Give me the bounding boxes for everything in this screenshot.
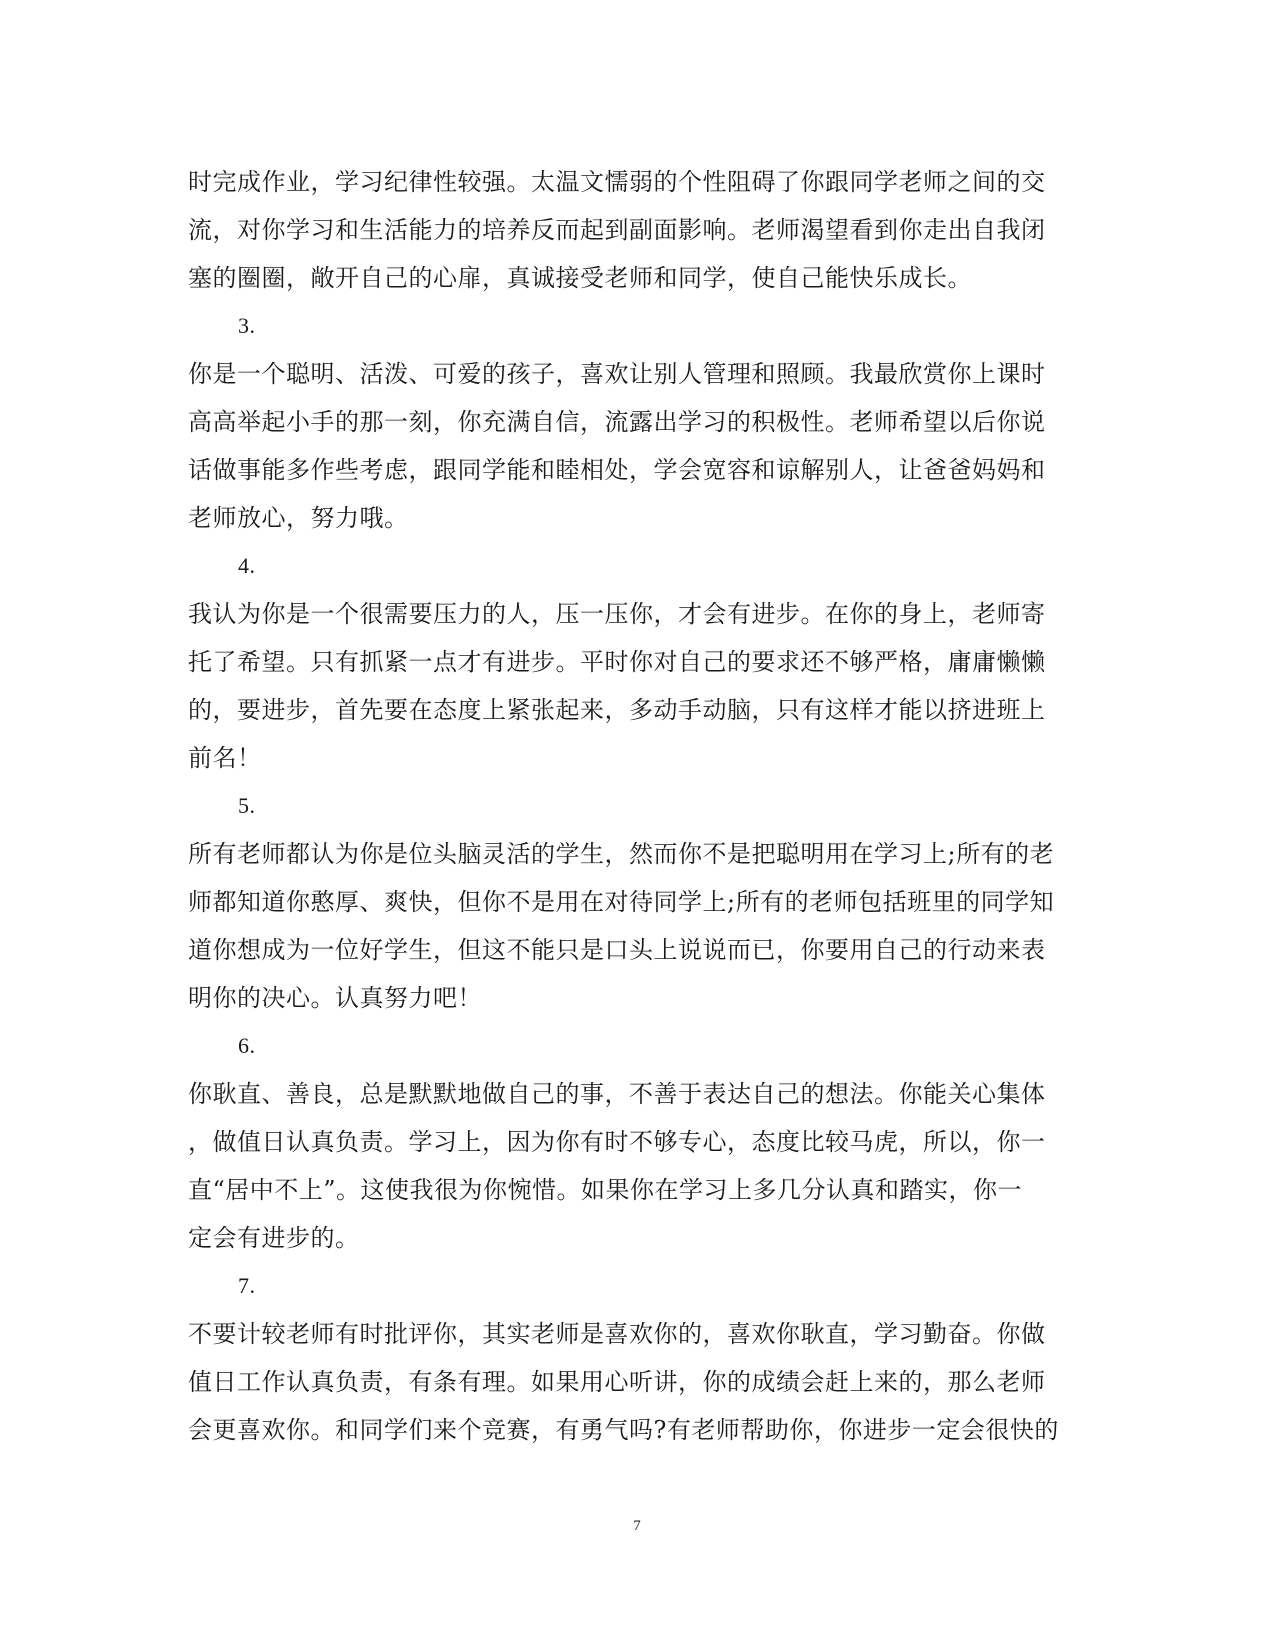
text-line: 不要计较老师有时批评你，其实老师是喜欢你的，喜欢你耿直，学习勤奋。你做 xyxy=(188,1320,1046,1348)
text-line: 你是一个聪明、活泼、可爱的孩子，喜欢让别人管理和照顾。我最欣赏你上课时 xyxy=(188,360,1046,388)
text-line: 时完成作业，学习纪律性较强。太温文懦弱的个性阻碍了你跟同学老师之间的交 xyxy=(188,168,1046,196)
text-line: ，做值日认真负责。学习上，因为你有时不够专心，态度比较马虎，所以，你一 xyxy=(188,1128,1046,1156)
text-line: 所有老师都认为你是位头脑灵活的学生，然而你不是把聪明用在学习上;所有的老 xyxy=(188,840,1055,868)
text-line: 明你的决心。认真努力吧！ xyxy=(188,984,482,1012)
text-line: 会更喜欢你。和同学们来个竞赛，有勇气吗?有老师帮助你，你进步一定会很快的 xyxy=(188,1416,1059,1444)
item-number: 3. xyxy=(238,313,256,338)
text-line: 师都知道你憨厚、爽快，但你不是用在对待同学上;所有的老师包括班里的同学知 xyxy=(188,888,1055,916)
text-line: 道你想成为一位好学生，但这不能只是口头上说说而已，你要用自己的行动来表 xyxy=(188,936,1046,964)
text-line: 直“居中不上”。这使我很为你惋惜。如果你在学习上多几分认真和踏实，你一 xyxy=(188,1176,1023,1204)
text-line: 值日工作认真负责，有条有理。如果用心听讲，你的成绩会赶上来的，那么老师 xyxy=(188,1368,1046,1396)
text-line: 高高举起小手的那一刻，你充满自信，流露出学习的积极性。老师希望以后你说 xyxy=(188,408,1046,436)
text-line: 的，要进步，首先要在态度上紧张起来，多动手动脑，只有这样才能以挤进班上 xyxy=(188,696,1046,724)
text-line: 你耿直、善良，总是默默地做自己的事，不善于表达自己的想法。你能关心集体 xyxy=(188,1080,1046,1108)
document-body xyxy=(188,158,1068,1454)
text-line: 前名！ xyxy=(188,744,262,772)
item-number: 6. xyxy=(238,1033,256,1058)
item-number: 4. xyxy=(238,553,256,578)
text-line: 老师放心，努力哦。 xyxy=(188,504,409,532)
item-number: 7. xyxy=(238,1273,256,1298)
text-line: 塞的圈圈，敞开自己的心扉，真诚接受老师和同学，使自己能快乐成长。 xyxy=(188,264,972,292)
text-line: 定会有进步的。 xyxy=(188,1224,360,1252)
item-number: 5. xyxy=(238,793,256,818)
text-line: 我认为你是一个很需要压力的人，压一压你，才会有进步。在你的身上，老师寄 xyxy=(188,600,1046,628)
text-line: 话做事能多作些考虑，跟同学能和睦相处，学会宽容和谅解别人，让爸爸妈妈和 xyxy=(188,456,1046,484)
page-number: 7 xyxy=(633,1518,641,1534)
text-line: 流，对你学习和生活能力的培养反而起到副面影响。老师渴望看到你走出自我闭 xyxy=(188,216,1046,244)
text-line: 托了希望。只有抓紧一点才有进步。平时你对自己的要求还不够严格，庸庸懒懒 xyxy=(188,648,1046,676)
